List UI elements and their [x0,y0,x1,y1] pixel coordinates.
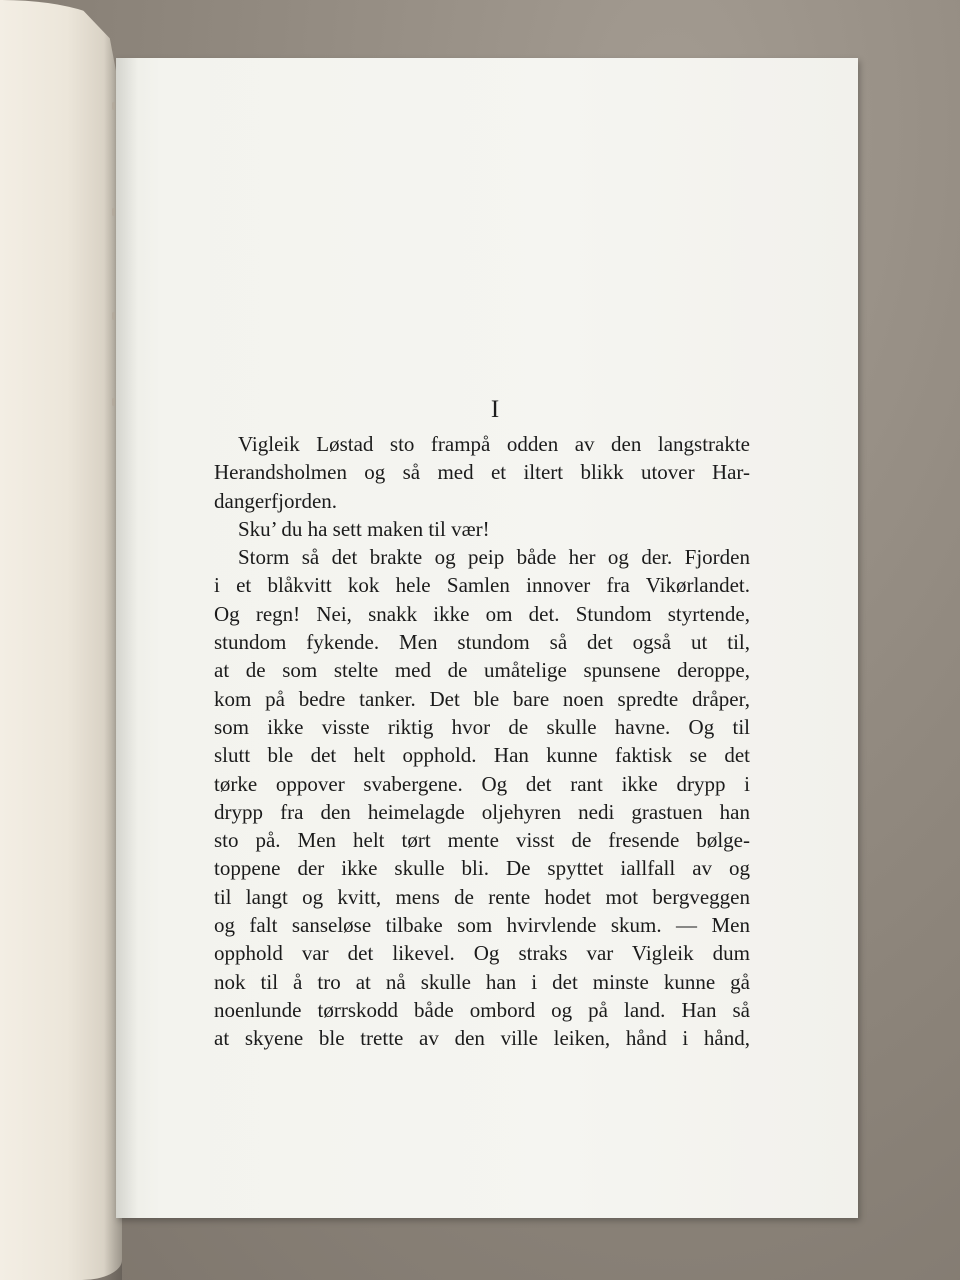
book-page [116,58,858,1218]
text-line: tørke oppover svabergene. Og det rant ikke drypp i [214,771,750,796]
text-line: nok til å tro at nå skulle han i det minste kunne gå [214,969,750,994]
text-line: at de som stelte med de umåtelige spunsene deroppe, [214,658,750,683]
text-line: toppene der ikke skulle bli. De spyttet iallfall av og [214,856,750,881]
text-line: at skyene ble trette av den ville leiken, hånd i hånd, [214,1026,750,1051]
binding-mark [112,398,115,406]
text-line: Herandsholmen og så med et iltert blikk utover Har- [214,460,750,485]
text-line: drypp fra den heimelagde oljehyren nedi grastuen han [214,799,750,824]
binding-mark [112,102,115,110]
text-line: og falt sanseløse tilbake som hvirvlende skum. — Men [214,913,750,938]
gutter-shadow [116,58,138,1218]
text-line: kom på bedre tanker. Det ble bare noen spredte dråper, [214,686,750,711]
binding-mark [112,208,115,216]
text-line: Storm så det brakte og peip både her og der. Fjorden [238,545,750,570]
binding-mark [112,312,115,320]
text-line: Vigleik Løstad sto frampå odden av den langstrakte [238,432,750,456]
text-line: Sku’ du ha sett maken til vær! [238,516,490,541]
text-line: stundom fykende. Men stundom så det også ut til, [214,630,750,655]
text-line: slutt ble det helt opphold. Han kunne faktisk se det [214,743,750,768]
text-line: til langt og kvitt, mens de rente hodet mot bergveggen [214,884,750,909]
left-page-edge [0,0,122,1280]
text-line: sto på. Men helt tørt mente visst de fresende bølge- [214,828,750,853]
text-line: Og regn! Nei, snakk ikke om det. Stundom styrtende, [214,601,750,626]
chapter-number: I [490,396,500,423]
text-line: dangerfjorden. [214,488,338,513]
body-text [214,430,750,1053]
text-line: opphold var det likevel. Og straks var Vigleik dum [214,941,750,966]
text-line: noenlunde tørrskodd både ombord og på land. Han så [214,997,750,1022]
text-line: som ikke visste riktig hvor de skulle havne. Og til [214,714,750,739]
text-line: i et blåkvitt kok hele Samlen innover fra Vikørlandet. [214,573,750,598]
